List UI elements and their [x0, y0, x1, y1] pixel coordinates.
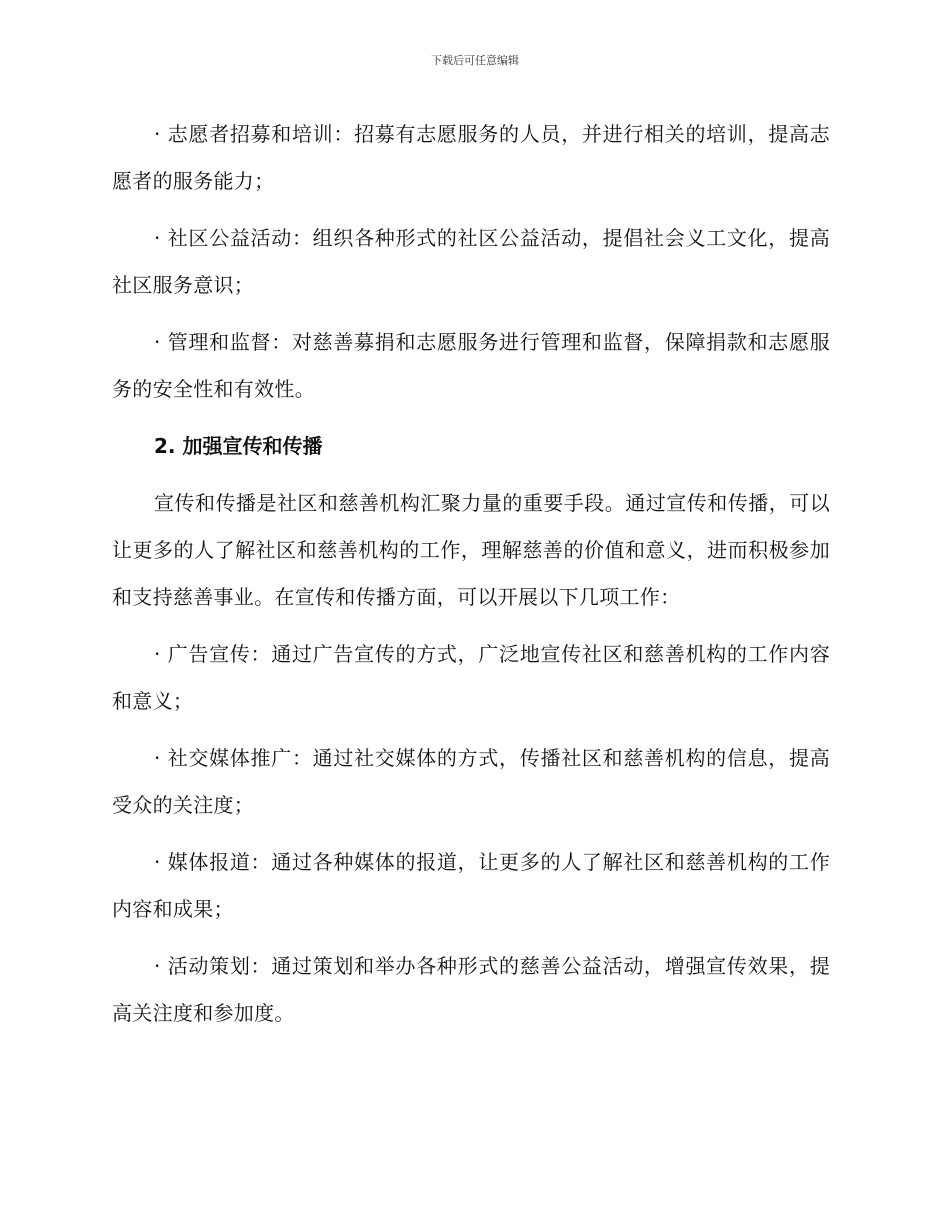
bullet-advertising: · 广告宣传：通过广告宣传的方式，广泛地宣传社区和慈善机构的工作内容和意义；: [112, 642, 830, 713]
page-header: 下载后可任意编辑: [431, 54, 519, 67]
document-body: [112, 111, 830, 1047]
bullet-media-reports: · 媒体报道：通过各种媒体的报道，让更多的人了解社区和慈善机构的工作内容和成果；: [112, 850, 830, 921]
intro-paragraph: 宣传和传播是社区和慈善机构汇聚力量的重要手段。通过宣传和传播，可以让更多的人了解社区和慈善机构的工作，理解慈善的价值和意义，进而积极参加和支持慈善事业。在宣传和传播方面，可以开展以下几项工作：: [112, 491, 830, 609]
bullet-community-activities: · 社区公益活动：组织各种形式的社区公益活动，提倡社会义工文化，提高社区服务意识；: [112, 226, 830, 297]
bullet-management-supervision: · 管理和监督：对慈善募捐和志愿服务进行管理和监督，保障捐款和志愿服务的安全性和有效性。: [112, 330, 830, 401]
bullet-social-media: · 社交媒体推广：通过社交媒体的方式，传播社区和慈善机构的信息，提高受众的关注度；: [112, 746, 830, 817]
bullet-volunteer-recruitment: · 志愿者招募和培训：招募有志愿服务的人员，并进行相关的培训，提高志愿者的服务能力；: [112, 122, 830, 193]
section-heading: 2. 加强宣传和传播: [154, 434, 323, 458]
bullet-event-planning: · 活动策划：通过策划和举办各种形式的慈善公益活动，增强宣传效果，提高关注度和参加度。: [112, 954, 830, 1025]
